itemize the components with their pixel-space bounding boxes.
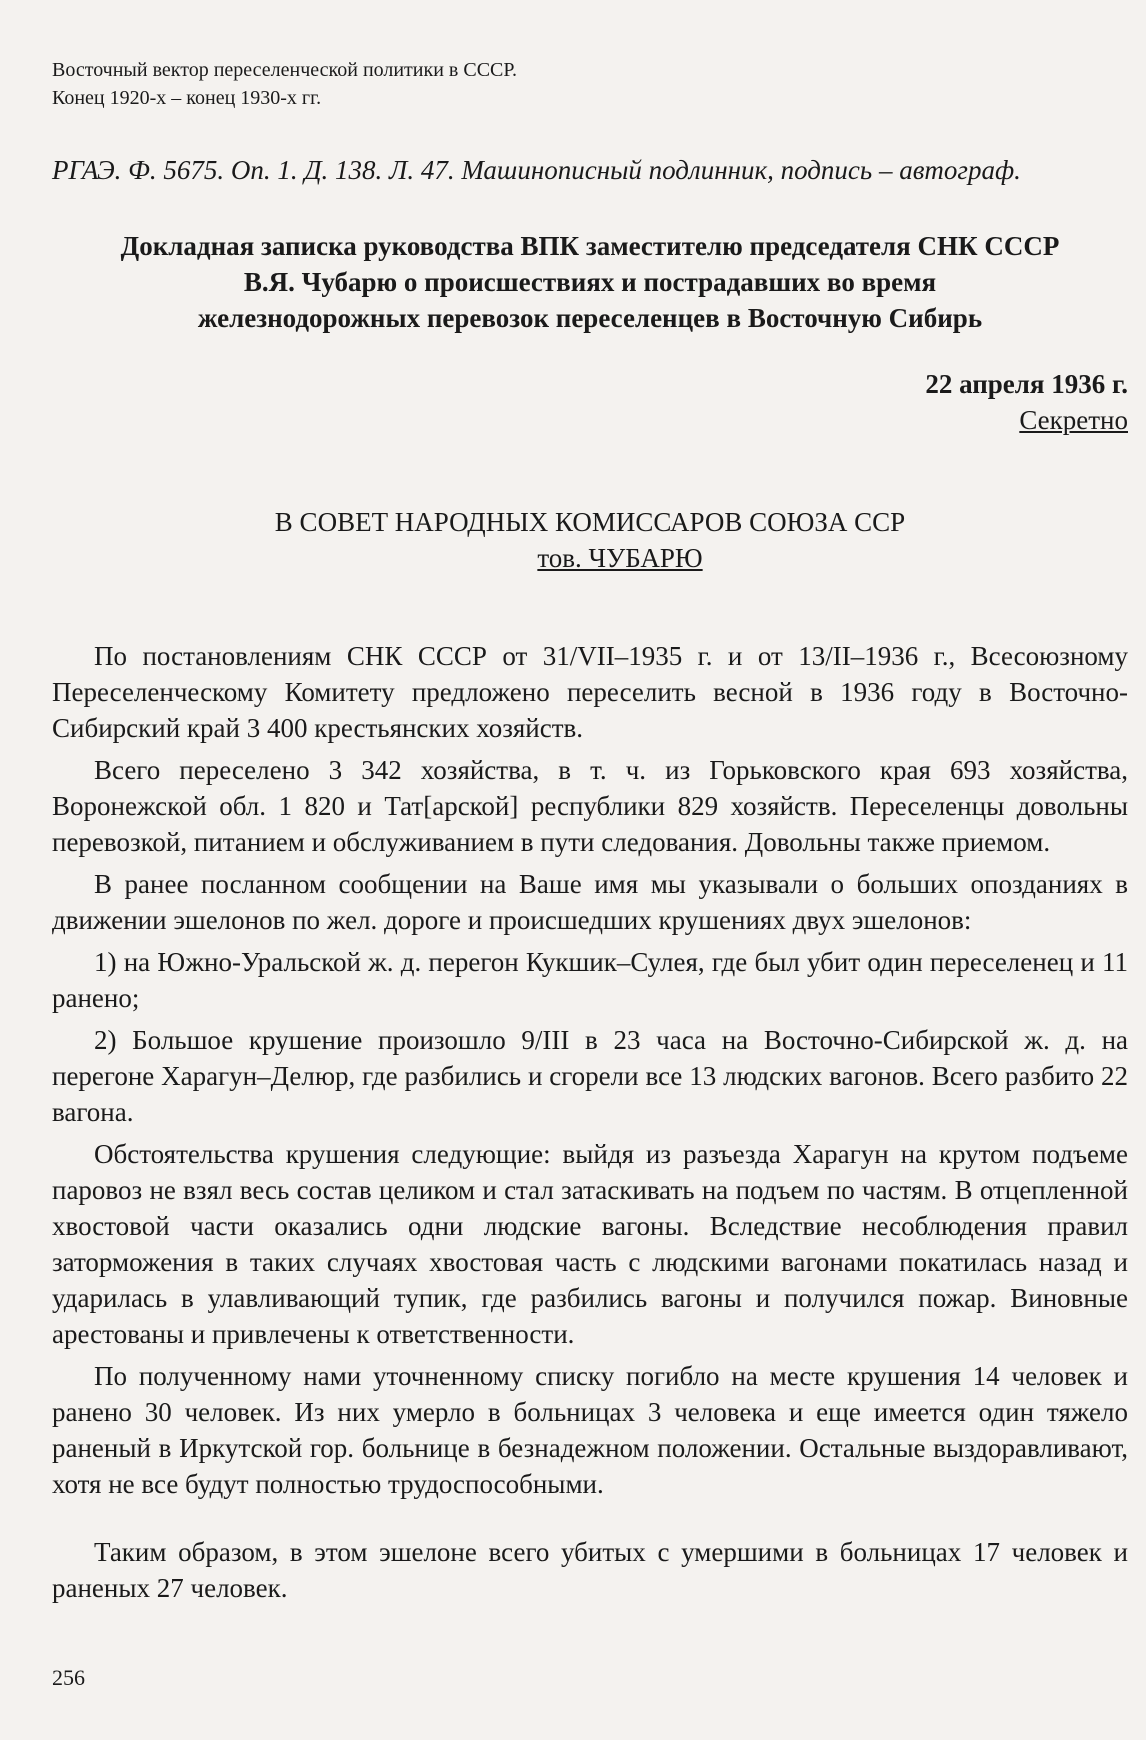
archival-source-note: РГАЭ. Ф. 5675. Оп. 1. Д. 138. Л. 47. Машинописный подлинник, подпись – автограф. — [52, 155, 1021, 185]
document-title-line-1: Докладная записка руководства ВПК заместителю председателя СНК СССР — [120, 231, 1060, 261]
running-title-line-2: Конец 1920-х – конец 1930-х гг. — [52, 87, 322, 109]
paragraph: В ранее посланном сообщении на Ваше имя мы указывали о больших опозданиях в движении эшелонов по жел. дороге и происшедших крушениях двух эшелонов: — [52, 869, 1128, 935]
document-title-line-3: железнодорожных перевозок переселенцев в Восточную Сибирь — [197, 303, 983, 333]
paragraph: 2) Большое крушение произошло 9/III в 23 часа на Восточно-Сибирской ж. д. на перегоне Харагун–Делюр, где разбились и сгорели все 13 людских вагонов. Всего разбито 22 вагона. — [52, 1025, 1128, 1127]
document-body — [52, 638, 1128, 1606]
running-title-line-1: Восточный вектор переселенческой политики в СССР. — [52, 59, 518, 81]
running-header — [52, 56, 1128, 112]
addressee-line-2: тов. ЧУБАРЮ — [537, 543, 703, 573]
page-number: 256 — [52, 1665, 85, 1690]
addressee-block — [52, 504, 1128, 576]
paragraph: 1) на Южно-Уральской ж. д. перегон Кукшик–Сулея, где был убит один переселенец и 11 ранено; — [52, 947, 1128, 1013]
paragraph: По постановлениям СНК СССР от 31/VII–1935 г. и от 13/II–1936 г., Всесоюзному Переселенческому Комитету предложено переселить весной в 1936 году в Восточно-Сибирский край 3 400 крестьянских хозяйств. — [52, 641, 1128, 743]
document-meta — [52, 366, 1128, 438]
paragraph: Таким образом, в этом эшелоне всего убитых с умершими в больницах 17 человек и раненых 27 человек. — [52, 1537, 1128, 1603]
document-date: 22 апреля 1936 г. — [925, 369, 1128, 399]
document-title-line-2: В.Я. Чубарю о происшествиях и пострадавших во время — [243, 267, 937, 297]
document-title — [52, 228, 1128, 336]
paragraph: Всего переселено 3 342 хозяйства, в т. ч. из Горьковского края 693 хозяйства, Воронежской обл. 1 820 и Тат[арской] республики 829 хозяйств. Переселенцы довольны перевозкой, питанием и обслуживанием в пути следования. Довольны также приемом. — [52, 755, 1128, 857]
classification-stamp: Секретно — [1019, 405, 1128, 435]
document-page — [52, 56, 1128, 1612]
paragraph: По полученному нами уточненному списку погибло на месте крушения 14 человек и ранено 30 человек. Из них умерло в больницах 3 человека и еще имеется один тяжело раненый в Иркутской гор. больнице в безнадежном положении. Остальные выздоравливают, хотя не все будут полностью трудоспособными. — [52, 1361, 1128, 1499]
addressee-line-1: В СОВЕТ НАРОДНЫХ КОМИССАРОВ СОЮЗА ССР — [274, 507, 906, 537]
paragraph: Обстоятельства крушения следующие: выйдя из разъезда Харагун на крутом подъеме паровоз не взял весь состав целиком и стал затаскивать на подъем по частям. В отцепленной хвостовой части оказались одни людские вагоны. Вследствие несоблюдения правил заторможения в таких случаях хвостовая часть с людскими вагонами покатилась назад и ударилась в улавливающий тупик, где разбились вагоны и получился пожар. Виновные арестованы и привлечены к ответственности. — [52, 1139, 1128, 1349]
